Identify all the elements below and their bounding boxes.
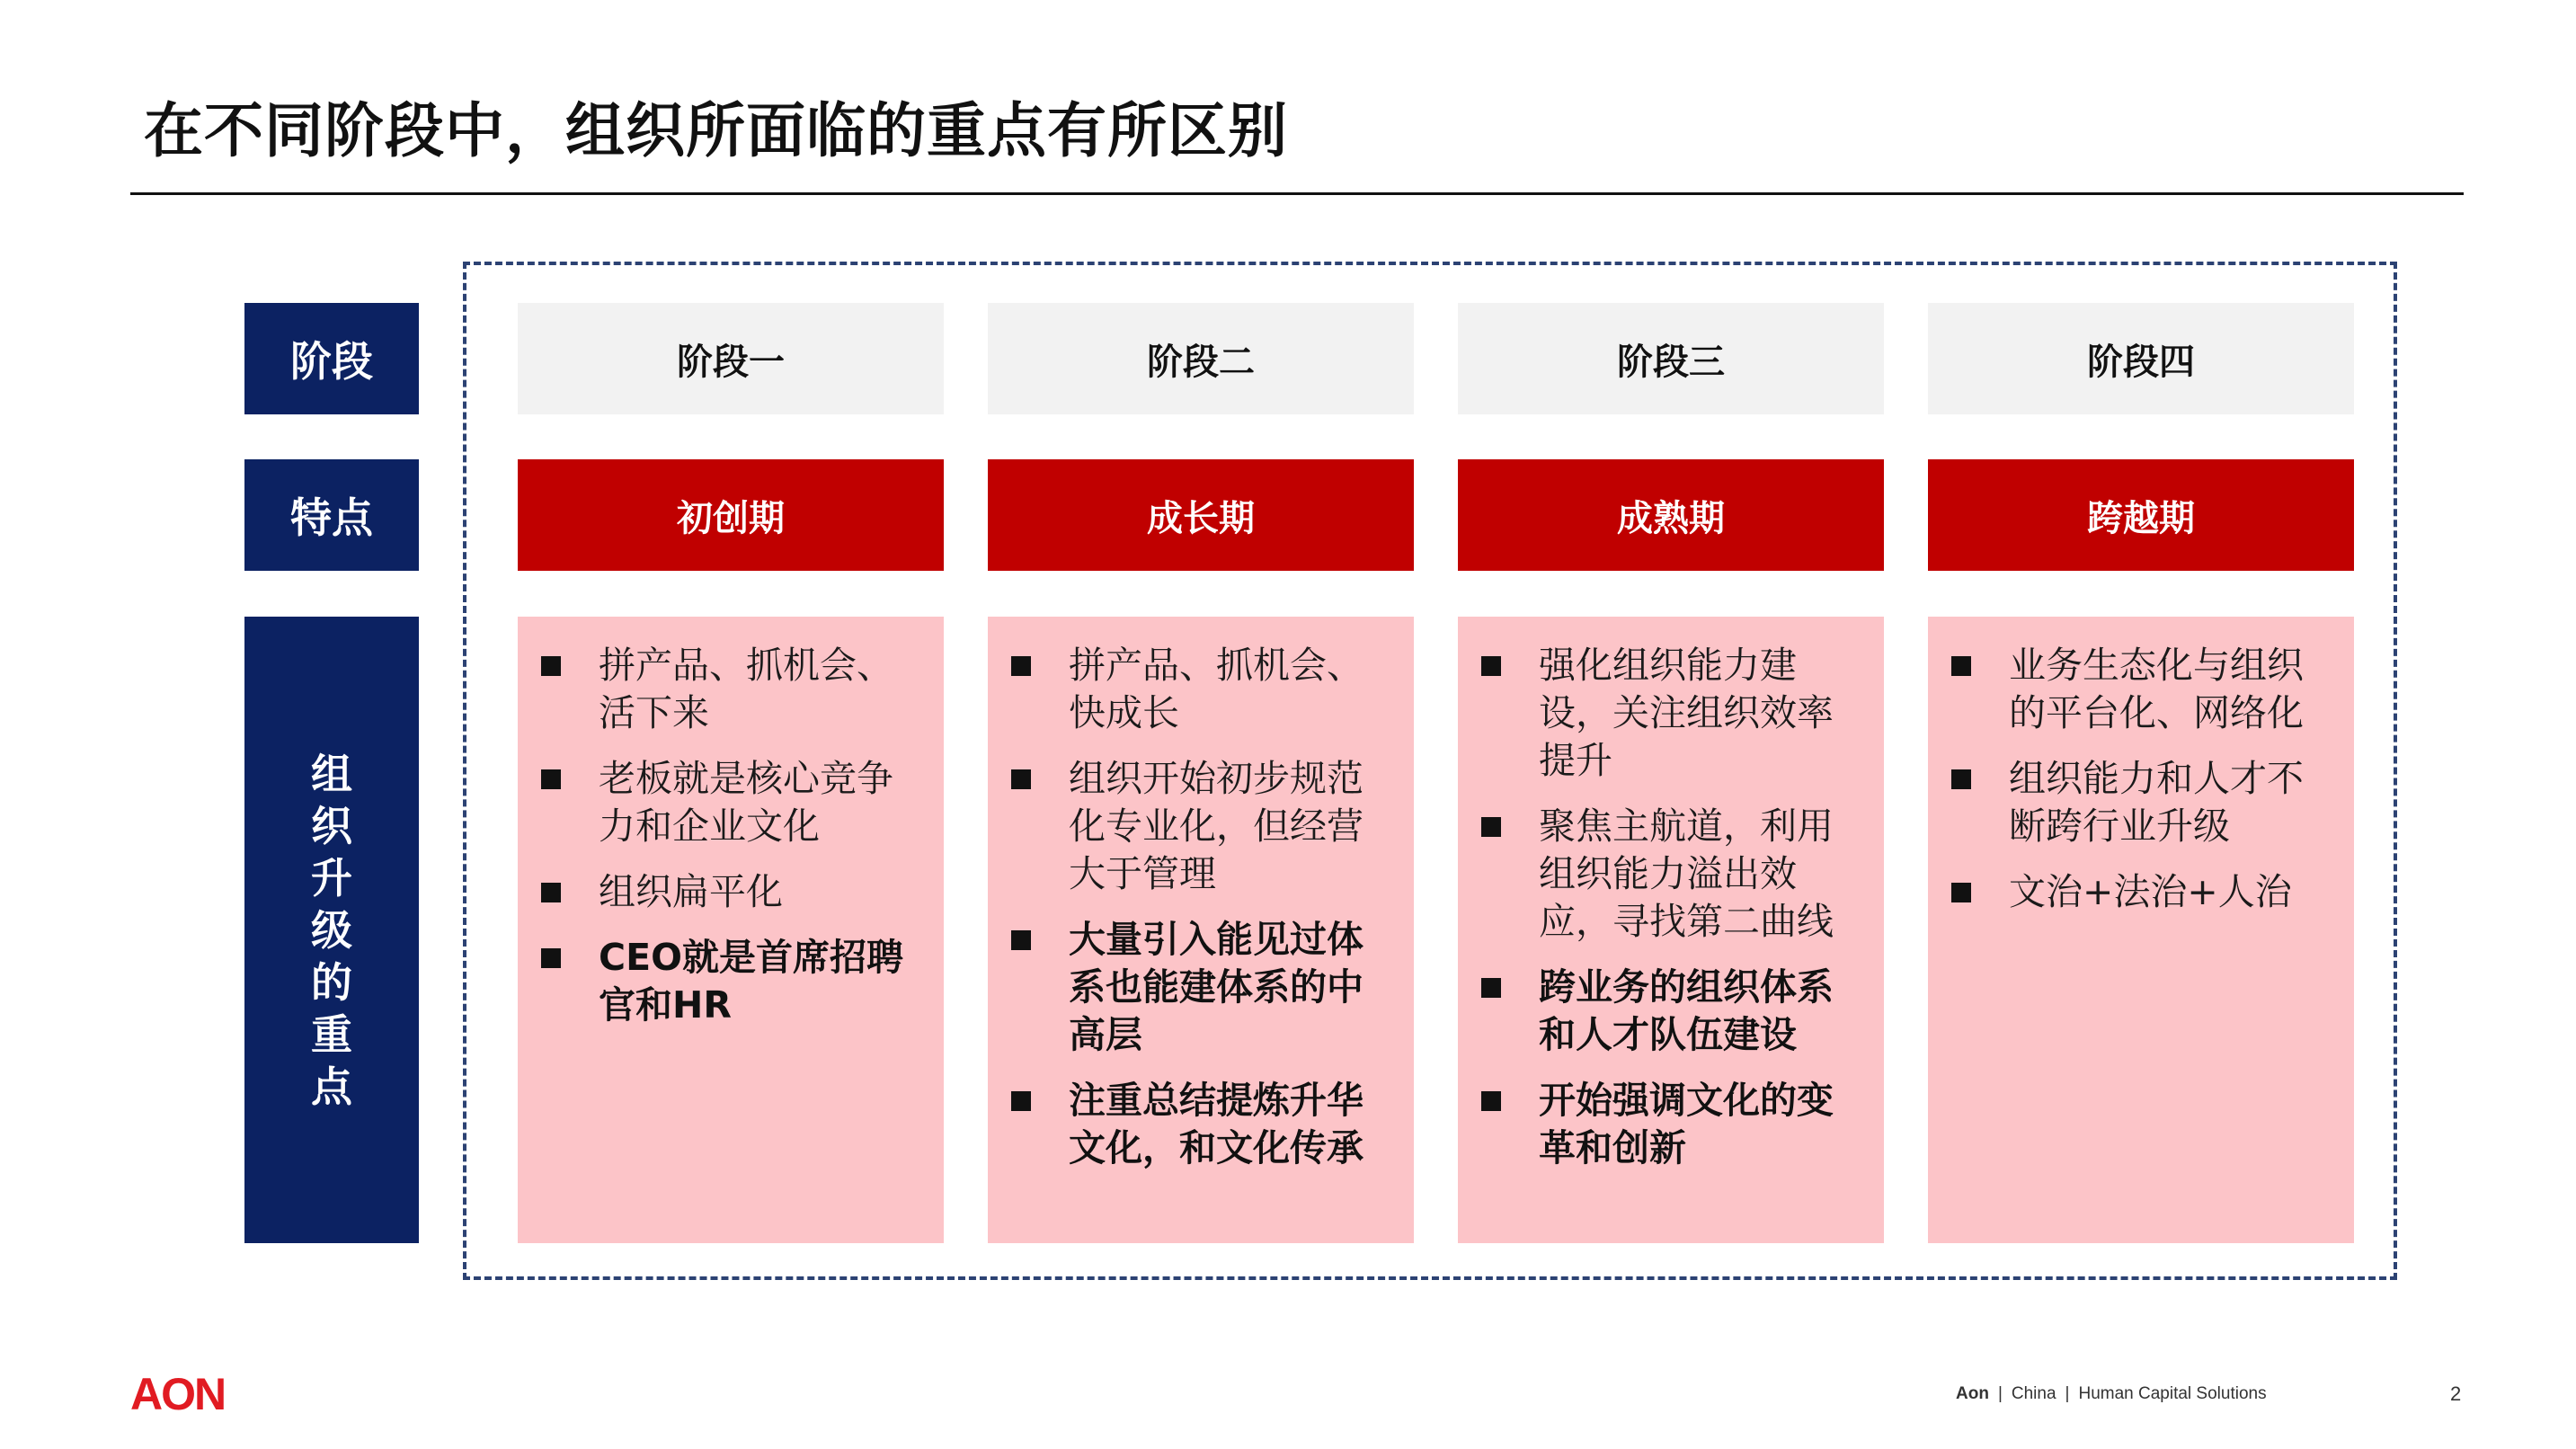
page-number: 2 (2450, 1382, 2462, 1405)
focus-cell (1928, 617, 2354, 1243)
focus-bullet: 组织扁平化 (541, 868, 922, 916)
bullet-square-icon (541, 769, 561, 789)
trait-cell: 成熟期 (1458, 459, 1884, 571)
row-label-focus-char: 的 (311, 957, 352, 1007)
focus-bullet: 拼产品、抓机会、活下来 (541, 642, 922, 737)
bullet-square-icon (541, 883, 561, 902)
trait-cell: 初创期 (518, 459, 944, 571)
focus-bullet: 文治+法治+人治 (1951, 868, 2332, 916)
bullet-square-icon (1011, 930, 1031, 950)
footer-text: Aon | China | Human Capital Solutions (1956, 1384, 2267, 1403)
row-label-trait: 特点 (244, 459, 419, 571)
row-label-focus-char: 重 (311, 1009, 352, 1059)
bullet-square-icon (1951, 656, 1971, 676)
focus-cell (1458, 617, 1884, 1243)
focus-bullet: 组织能力和人才不断跨行业升级 (1951, 755, 2332, 850)
bullet-square-icon (1951, 769, 1971, 789)
bullet-square-icon (1481, 817, 1501, 837)
row-label-focus-char: 织 (311, 801, 352, 850)
focus-bullet: 跨业务的组织体系和人才队伍建设 (1481, 964, 1862, 1059)
row-label-focus-char: 级 (311, 905, 352, 955)
focus-bullet: 大量引入能见过体系也能建体系的中高层 (1011, 916, 1392, 1059)
row-label-focus-char: 升 (311, 853, 352, 902)
focus-cell (988, 617, 1414, 1243)
bullet-square-icon (541, 948, 561, 968)
focus-cell (518, 617, 944, 1243)
row-label-focus-char: 组 (311, 749, 352, 798)
focus-bullet: 开始强调文化的变革和创新 (1481, 1077, 1862, 1172)
row-label-stage: 阶段 (244, 303, 419, 414)
trait-cell: 跨越期 (1928, 459, 2354, 571)
focus-bullet: 组织开始初步规范化专业化，但经营大于管理 (1011, 755, 1392, 898)
row-label-focus-char: 点 (311, 1062, 352, 1111)
stage-cell: 阶段一 (518, 303, 944, 414)
focus-bullet: 老板就是核心竞争力和企业文化 (541, 755, 922, 850)
focus-bullet: 拼产品、抓机会、快成长 (1011, 642, 1392, 737)
stage-cell: 阶段二 (988, 303, 1414, 414)
bullet-square-icon (1481, 1091, 1501, 1111)
aon-logo: AON (130, 1369, 226, 1419)
title-divider (130, 192, 2464, 195)
focus-bullet: CEO就是首席招聘官和HR (541, 934, 922, 1029)
page-title: 在不同阶段中，组织所面临的重点有所区别 (144, 96, 1288, 165)
focus-bullet: 业务生态化与组织的平台化、网络化 (1951, 642, 2332, 737)
bullet-square-icon (1481, 656, 1501, 676)
footer-region: China (2011, 1384, 2056, 1403)
bullet-square-icon (1481, 978, 1501, 998)
trait-cell: 成长期 (988, 459, 1414, 571)
bullet-square-icon (1951, 883, 1971, 902)
bullet-square-icon (1011, 769, 1031, 789)
bullet-square-icon (1011, 1091, 1031, 1111)
footer-division: Human Capital Solutions (2078, 1384, 2267, 1403)
focus-bullet: 强化组织能力建设，关注组织效率提升 (1481, 642, 1862, 785)
stage-cell: 阶段三 (1458, 303, 1884, 414)
stage-cell: 阶段四 (1928, 303, 2354, 414)
focus-bullet: 注重总结提炼升华文化，和文化传承 (1011, 1077, 1392, 1172)
row-label-focus (244, 617, 419, 1243)
footer-brand: Aon (1956, 1384, 1989, 1403)
bullet-square-icon (1011, 656, 1031, 676)
bullet-square-icon (541, 656, 561, 676)
focus-bullet: 聚焦主航道，利用组织能力溢出效应，寻找第二曲线 (1481, 803, 1862, 946)
